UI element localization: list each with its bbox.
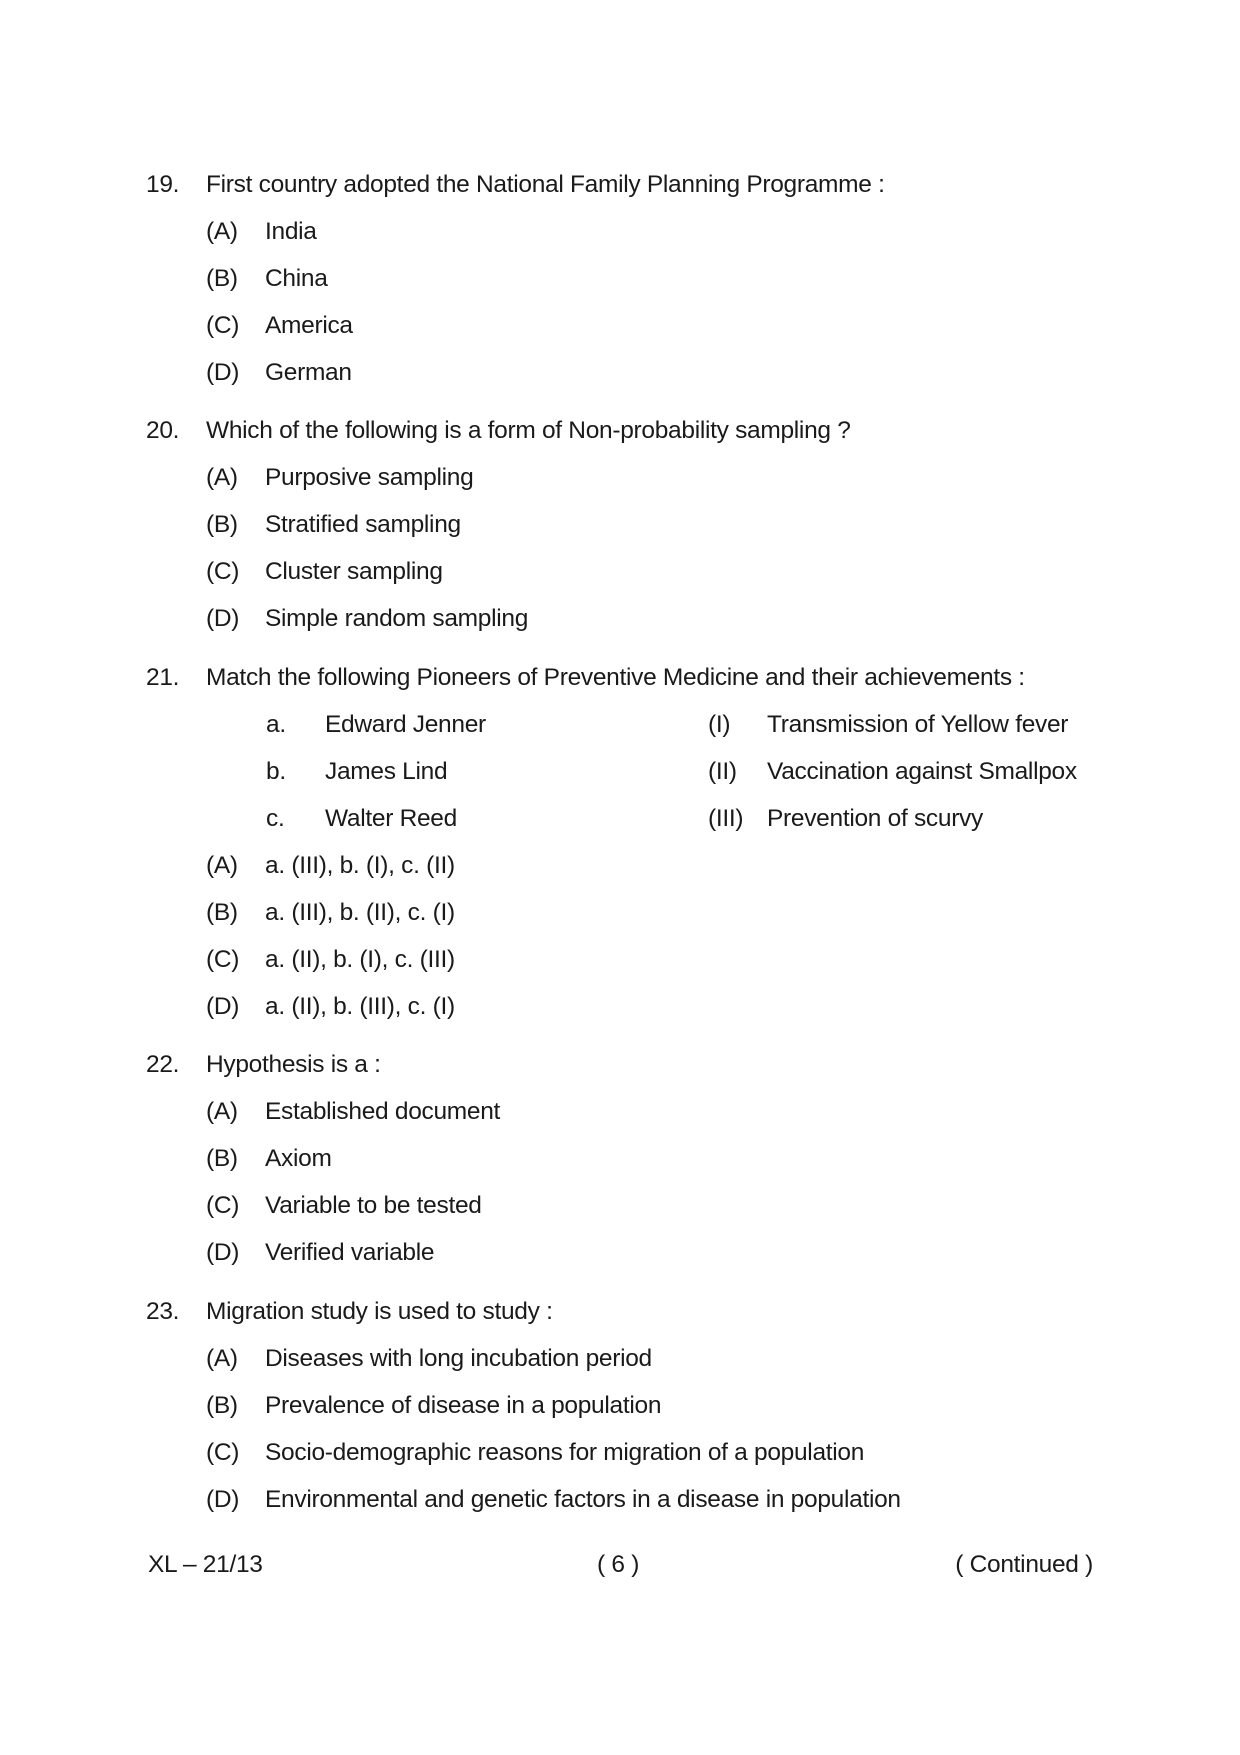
question-21-option-d-label: (D) — [206, 993, 240, 1020]
question-21-text: Match the following Pioneers of Preventive Medicine and their achievements : — [206, 664, 1025, 691]
question-23-option-c-label: (C) — [206, 1439, 240, 1466]
question-20-number: 20. — [146, 417, 180, 444]
question-20-option-b-text: Stratified sampling — [265, 511, 461, 538]
question-22-option-c-label: (C) — [206, 1192, 240, 1219]
question-21-option-b-text: a. (III), b. (II), c. (I) — [265, 899, 455, 926]
match-item-iii-achievement: Prevention of scurvy — [767, 805, 983, 832]
question-23-option-d-text: Environmental and genetic factors in a disease in population — [265, 1486, 901, 1513]
question-23-option-a-label: (A) — [206, 1345, 238, 1372]
question-21-option-c-label: (C) — [206, 946, 240, 973]
question-22-option-a-label: (A) — [206, 1098, 238, 1125]
question-21-number: 21. — [146, 664, 180, 691]
question-20-option-c-text: Cluster sampling — [265, 558, 443, 585]
question-19-option-b-text: China — [265, 265, 328, 292]
match-item-i-numeral: (I) — [708, 711, 731, 738]
question-19-option-a-text: India — [265, 218, 317, 245]
question-20-option-a-label: (A) — [206, 464, 238, 491]
match-item-a-name: Edward Jenner — [325, 711, 486, 738]
question-23-option-d-label: (D) — [206, 1486, 240, 1513]
question-22-option-d-text: Verified variable — [265, 1239, 435, 1266]
question-21-option-a-label: (A) — [206, 852, 238, 879]
match-item-ii-numeral: (II) — [708, 758, 737, 785]
question-19-option-a-label: (A) — [206, 218, 238, 245]
question-22-text: Hypothesis is a : — [206, 1051, 381, 1078]
question-21-option-a-text: a. (III), b. (I), c. (II) — [265, 852, 455, 879]
question-19-option-c-text: America — [265, 312, 353, 339]
match-item-b-name: James Lind — [325, 758, 448, 785]
footer-paper-code: XL – 21/13 — [148, 1551, 263, 1578]
question-20-option-a-text: Purposive sampling — [265, 464, 474, 491]
match-item-a-letter: a. — [266, 711, 286, 738]
question-23-option-b-text: Prevalence of disease in a population — [265, 1392, 662, 1419]
question-22-option-a-text: Established document — [265, 1098, 501, 1125]
question-22-option-c-text: Variable to be tested — [265, 1192, 482, 1219]
question-23-text: Migration study is used to study : — [206, 1298, 553, 1325]
match-item-i-achievement: Transmission of Yellow fever — [767, 711, 1069, 738]
question-22-option-d-label: (D) — [206, 1239, 240, 1266]
match-item-c-name: Walter Reed — [325, 805, 457, 832]
match-item-ii-achievement: Vaccination against Smallpox — [767, 758, 1077, 785]
question-23-number: 23. — [146, 1298, 180, 1325]
question-20-option-d-text: Simple random sampling — [265, 605, 529, 632]
question-22-option-b-text: Axiom — [265, 1145, 332, 1172]
footer-page-number: ( 6 ) — [597, 1551, 640, 1578]
match-item-c-letter: c. — [266, 805, 285, 832]
question-19-option-c-label: (C) — [206, 312, 240, 339]
question-23-option-a-text: Diseases with long incubation period — [265, 1345, 652, 1372]
question-20-option-d-label: (D) — [206, 605, 240, 632]
match-item-iii-numeral: (III) — [708, 805, 744, 832]
question-22-number: 22. — [146, 1051, 180, 1078]
question-22-option-b-label: (B) — [206, 1145, 238, 1172]
question-23-option-c-text: Socio-demographic reasons for migration of a population — [265, 1439, 865, 1466]
question-20-option-c-label: (C) — [206, 558, 240, 585]
question-19-number: 19. — [146, 171, 180, 198]
question-21-option-d-text: a. (II), b. (III), c. (I) — [265, 993, 455, 1020]
question-23-option-b-label: (B) — [206, 1392, 238, 1419]
question-19-option-b-label: (B) — [206, 265, 238, 292]
question-19-text: First country adopted the National Family Planning Programme : — [206, 171, 885, 198]
question-21-option-b-label: (B) — [206, 899, 238, 926]
match-item-b-letter: b. — [266, 758, 286, 785]
question-19-option-d-label: (D) — [206, 359, 240, 386]
footer-continued: ( Continued ) — [955, 1551, 1093, 1578]
question-19-option-d-text: German — [265, 359, 352, 386]
question-20-option-b-label: (B) — [206, 511, 238, 538]
question-20-text: Which of the following is a form of Non-probability sampling ? — [206, 417, 851, 444]
question-21-option-c-text: a. (II), b. (I), c. (III) — [265, 946, 455, 973]
